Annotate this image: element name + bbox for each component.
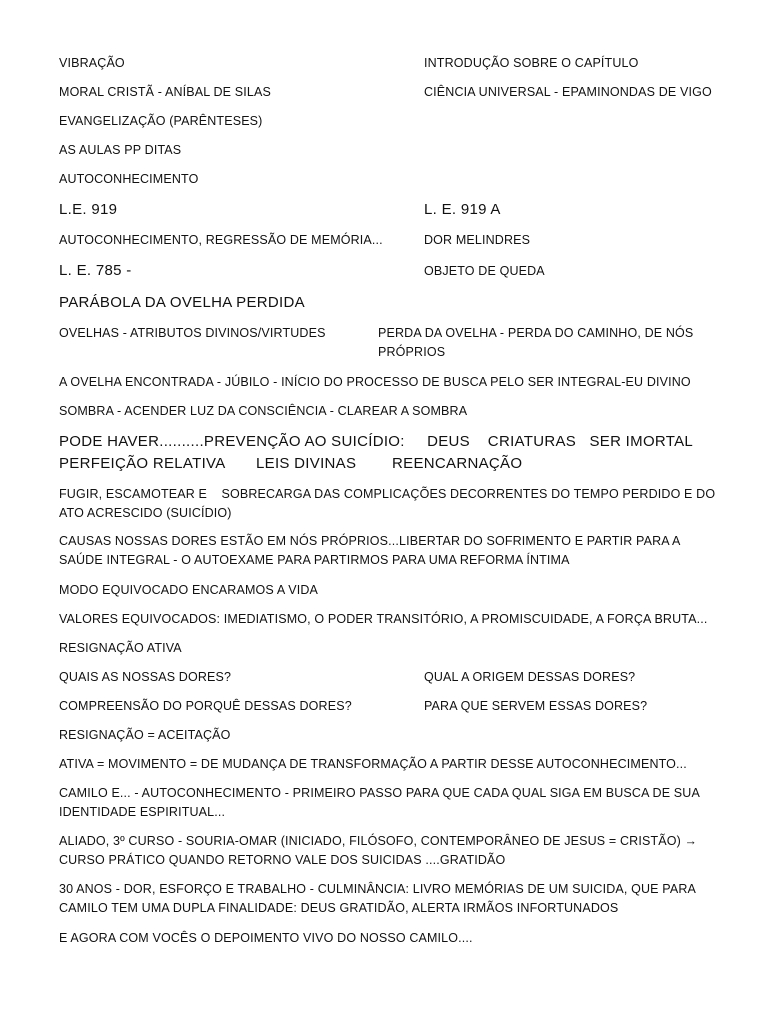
line-parabola: PARÁBOLA DA OVELHA PERDIDA xyxy=(59,294,305,311)
line-evangelizacao: EVANGELIZAÇÃO (PARÊNTESES) xyxy=(59,114,263,128)
line-resignacao-ativa: RESIGNAÇÃO ATIVA xyxy=(59,641,182,655)
line-camilo-2: IDENTIDADE ESPIRITUAL... xyxy=(59,805,226,819)
line-dor-melindres: DOR MELINDRES xyxy=(424,233,531,247)
line-fugir-2: ATO ACRESCIDO (SUICÍDIO) xyxy=(59,506,232,520)
line-e-agora: E AGORA COM VOCÊS O DEPOIMENTO VIVO DO NOSSO CAMILO.... xyxy=(59,931,473,945)
line-perda-2: PRÓPRIOS xyxy=(378,345,446,359)
line-ativa: ATIVA = MOVIMENTO = DE MUDANÇA DE TRANSFORMAÇÃO A PARTIR DESSE AUTOCONHECIMENTO... xyxy=(59,757,687,771)
line-valores: VALORES EQUIVOCADOS: IMEDIATISMO, O PODER TRANSITÓRIO, A PROMISCUIDADE, A FORÇA BRUTA... xyxy=(59,612,708,626)
line-regressao: AUTOCONHECIMENTO, REGRESSÃO DE MEMÓRIA... xyxy=(59,233,383,247)
line-para-que: PARA QUE SERVEM ESSAS DORES? xyxy=(424,699,648,713)
line-ovelhas: OVELHAS - ATRIBUTOS DIVINOS/VIRTUDES xyxy=(59,326,326,340)
heading-vibracao: VIBRAÇÃO xyxy=(59,56,125,70)
line-objeto-queda: OBJETO DE QUEDA xyxy=(424,264,545,278)
line-aulas: AS AULAS PP DITAS xyxy=(59,143,182,157)
line-trinta-1: 30 ANOS - DOR, ESFORÇO E TRABALHO - CULMINÂNCIA: LIVRO MEMÓRIAS DE UM SUICIDA, QUE PARA xyxy=(59,882,696,896)
line-sombra: SOMBRA - ACENDER LUZ DA CONSCIÊNCIA - CLAREAR A SOMBRA xyxy=(59,404,468,418)
line-trinta-2: CAMILO TEM UMA DUPLA FINALIDADE: DEUS GRATIDÃO, ALERTA IRMÃOS INFORTUNADOS xyxy=(59,901,619,915)
line-quais-dores: QUAIS AS NOSSAS DORES? xyxy=(59,670,232,684)
line-perda-1: PERDA DA OVELHA - PERDA DO CAMINHO, DE NÓS xyxy=(378,326,694,340)
line-camilo-1: CAMILO E... - AUTOCONHECIMENTO - PRIMEIRO PASSO PARA QUE CADA QUAL SIGA EM BUSCA DE SUA xyxy=(59,786,700,800)
line-pode-haver-2: PERFEIÇÃO RELATIVA LEIS DIVINAS REENCARNAÇÃO xyxy=(59,455,523,472)
line-ovelha-encontrada: A OVELHA ENCONTRADA - JÚBILO - INÍCIO DO PROCESSO DE BUSCA PELO SER INTEGRAL-EU DIVINO xyxy=(59,375,691,389)
line-pode-haver-1: PODE HAVER..........PREVENÇÃO AO SUICÍDIO: DEUS CRIATURAS SER IMORTAL xyxy=(59,433,694,450)
line-ciencia-universal: CIÊNCIA UNIVERSAL - EPAMINONDAS DE VIGO xyxy=(424,85,712,99)
line-aliado-1: ALIADO, 3º CURSO - SOURIA-OMAR (INICIADO, FILÓSOFO, CONTEMPORÂNEO DE JESUS = CRISTÃO) → xyxy=(59,834,698,848)
line-causas-1: CAUSAS NOSSAS DORES ESTÃO EM NÓS PRÓPRIOS...LIBERTAR DO SOFRIMENTO E PARTIR PARA A xyxy=(59,534,681,548)
line-moral-crista: MORAL CRISTÃ - ANÍBAL DE SILAS xyxy=(59,85,271,99)
line-autoconhecimento: AUTOCONHECIMENTO xyxy=(59,172,199,186)
line-causas-2: SAÚDE INTEGRAL - O AUTOEXAME PARA PARTIRMOS PARA UMA REFORMA ÍNTIMA xyxy=(59,553,570,567)
line-origem-dores: QUAL A ORIGEM DESSAS DORES? xyxy=(424,670,636,684)
line-le-919: L.E. 919 xyxy=(59,201,118,218)
line-le-919-a: L. E. 919 A xyxy=(424,201,501,218)
heading-introducao: INTRODUÇÃO SOBRE O CAPÍTULO xyxy=(424,56,639,70)
line-resignacao-aceitacao: RESIGNAÇÃO = ACEITAÇÃO xyxy=(59,728,231,742)
line-le-785: L. E. 785 - xyxy=(59,262,132,279)
line-compreensao: COMPREENSÃO DO PORQUÊ DESSAS DORES? xyxy=(59,699,352,713)
line-fugir-1: FUGIR, ESCAMOTEAR E SOBRECARGA DAS COMPLICAÇÕES DECORRENTES DO TEMPO PERDIDO E DO xyxy=(59,487,716,501)
line-aliado-2: CURSO PRÁTICO QUANDO RETORNO VALE DOS SUICIDAS ....GRATIDÃO xyxy=(59,853,506,867)
line-modo: MODO EQUIVOCADO ENCARAMOS A VIDA xyxy=(59,583,319,597)
